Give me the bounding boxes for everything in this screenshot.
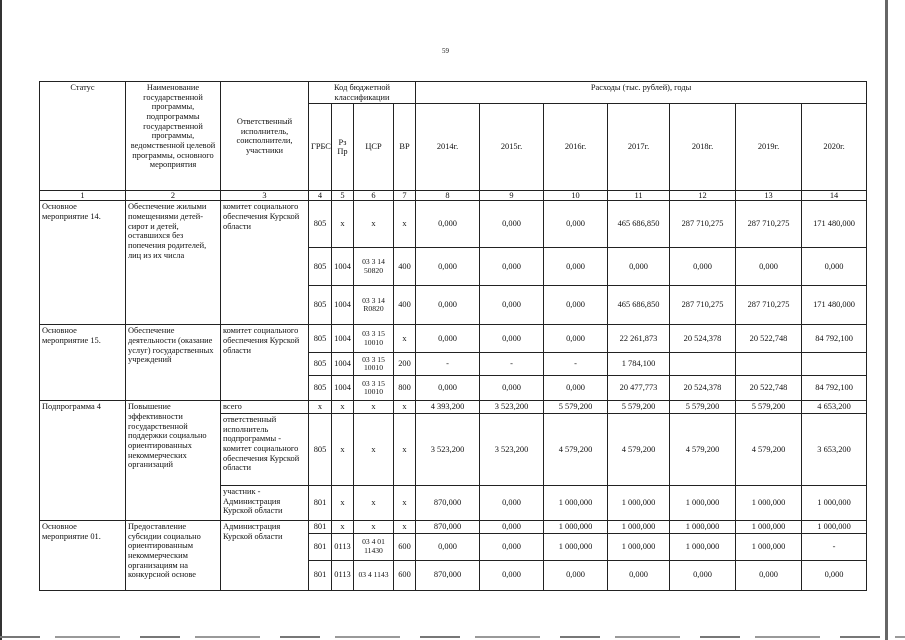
cell-rzpr: х	[332, 485, 354, 520]
cell-csr: х	[354, 401, 394, 414]
header-year: 2017г.	[608, 104, 670, 191]
cell-grbs: 805	[309, 353, 332, 376]
column-number: 5	[332, 191, 354, 201]
row-name: Предоставление субсидии социально ориентированным некоммерческим организациям на конкурсной основе	[126, 520, 221, 590]
page-number: 59	[442, 47, 449, 55]
cell-value: 20 524,378	[670, 376, 736, 401]
header-responsible: Ответственный исполнитель, соисполнители, участники	[221, 82, 309, 191]
cell-value: 0,000	[544, 376, 608, 401]
cell-csr: х	[354, 485, 394, 520]
cell-grbs: 805	[309, 201, 332, 248]
cell-value: 3 523,200	[480, 401, 544, 414]
cell-rzpr: х	[332, 520, 354, 533]
cell-csr: 03 3 14 50820	[354, 248, 394, 286]
column-number: 7	[394, 191, 416, 201]
cell-csr: х	[354, 201, 394, 248]
cell-value: 0,000	[416, 248, 480, 286]
cell-value: 1 000,000	[802, 520, 867, 533]
cell-value: 0,000	[480, 485, 544, 520]
row-responsible: участник - Администрация Курской области	[221, 485, 309, 520]
cell-value: 1 000,000	[736, 485, 802, 520]
cell-value: 0,000	[480, 533, 544, 560]
cell-value: 0,000	[670, 248, 736, 286]
cell-value: 84 792,100	[802, 325, 867, 353]
cell-csr: 03 3 15 10010	[354, 376, 394, 401]
cell-rzpr: х	[332, 413, 354, 485]
cell-value: 0,000	[416, 201, 480, 248]
cell-value: 0,000	[608, 248, 670, 286]
row-name: Обеспечение деятельности (оказание услуг) государственных учреждений	[126, 325, 221, 401]
header-year: 2015г.	[480, 104, 544, 191]
cell-csr: 03 3 14 R0820	[354, 286, 394, 325]
row-responsible: комитет социального обеспечения Курской области	[221, 325, 309, 401]
scan-bottom-artifact	[0, 636, 905, 638]
cell-value	[670, 353, 736, 376]
cell-grbs: 805	[309, 248, 332, 286]
cell-value: 171 480,000	[802, 201, 867, 248]
row-name: Обеспечение жилыми помещениями детей-сирот и детей, оставшихся без попечения родителей, лиц из их числа	[126, 201, 221, 325]
cell-value: 0,000	[416, 325, 480, 353]
cell-value: 870,000	[416, 520, 480, 533]
row-name: Повышение эффективности государственной поддержки социально ориентированных некоммерческих организаций	[126, 401, 221, 521]
cell-value: 4 579,200	[544, 413, 608, 485]
cell-value: 0,000	[802, 560, 867, 590]
header-name: Наименование государственной программы, подпрограммы государственной программы, ведомственной целевой программы, основного мероприятия	[126, 82, 221, 191]
cell-value: 4 579,200	[670, 413, 736, 485]
cell-value: 1 000,000	[736, 533, 802, 560]
row-responsible: всего	[221, 401, 309, 414]
cell-rzpr: 1004	[332, 325, 354, 353]
header-year: 2018г.	[670, 104, 736, 191]
cell-value: -	[480, 353, 544, 376]
column-number: 12	[670, 191, 736, 201]
column-number: 9	[480, 191, 544, 201]
cell-value	[802, 353, 867, 376]
table-row	[40, 520, 867, 533]
cell-value: 5 579,200	[736, 401, 802, 414]
cell-value: 5 579,200	[670, 401, 736, 414]
row-responsible: Администрация Курской области	[221, 520, 309, 590]
column-number: 6	[354, 191, 394, 201]
header-grbs: ГРБС	[309, 104, 332, 191]
column-number: 2	[126, 191, 221, 201]
header-year: 2019г.	[736, 104, 802, 191]
cell-value: 3 523,200	[480, 413, 544, 485]
cell-value: 84 792,100	[802, 376, 867, 401]
table-row	[40, 401, 867, 414]
cell-value: 0,000	[416, 376, 480, 401]
cell-value: 3 523,200	[416, 413, 480, 485]
cell-vr: х	[394, 413, 416, 485]
cell-grbs: 801	[309, 533, 332, 560]
cell-value: 1 000,000	[670, 485, 736, 520]
column-number-row	[40, 191, 867, 201]
cell-value: 287 710,275	[670, 286, 736, 325]
cell-value: 4 579,200	[736, 413, 802, 485]
cell-value: 20 522,748	[736, 376, 802, 401]
cell-value: 287 710,275	[736, 286, 802, 325]
cell-value: 1 000,000	[608, 520, 670, 533]
cell-value: 0,000	[544, 325, 608, 353]
header-year: 2016г.	[544, 104, 608, 191]
cell-value: 4 653,200	[802, 401, 867, 414]
cell-csr: 03 3 15 10010	[354, 353, 394, 376]
cell-value: 0,000	[416, 286, 480, 325]
header-year: 2020г.	[802, 104, 867, 191]
cell-rzpr: х	[332, 201, 354, 248]
cell-vr: 200	[394, 353, 416, 376]
cell-value: 1 000,000	[544, 485, 608, 520]
cell-value: 1 000,000	[670, 533, 736, 560]
cell-grbs: 805	[309, 413, 332, 485]
cell-value: 0,000	[670, 560, 736, 590]
cell-value: -	[416, 353, 480, 376]
header-status: Статус	[40, 82, 126, 191]
header-expenses-group: Расходы (тыс. рублей), годы	[416, 82, 867, 104]
cell-value: -	[802, 533, 867, 560]
row-responsible: ответственный исполнитель подпрограммы - комитет социального обеспечения Курской области	[221, 413, 309, 485]
cell-vr: 600	[394, 533, 416, 560]
cell-value: 1 000,000	[544, 520, 608, 533]
cell-value: 5 579,200	[608, 401, 670, 414]
cell-vr: х	[394, 485, 416, 520]
cell-value: 0,000	[736, 248, 802, 286]
cell-vr: х	[394, 520, 416, 533]
row-status: Основное мероприятие 15.	[40, 325, 126, 401]
cell-value: 22 261,873	[608, 325, 670, 353]
cell-csr: 03 4 01 11430	[354, 533, 394, 560]
cell-value: 20 522,748	[736, 325, 802, 353]
cell-csr: 03 3 15 10010	[354, 325, 394, 353]
cell-value: 0,000	[480, 520, 544, 533]
column-number: 13	[736, 191, 802, 201]
cell-value: 171 480,000	[802, 286, 867, 325]
row-status: Основное мероприятие 01.	[40, 520, 126, 590]
scan-left-edge	[0, 0, 2, 640]
table-row	[40, 201, 867, 248]
cell-value: 3 653,200	[802, 413, 867, 485]
cell-rzpr: 0113	[332, 533, 354, 560]
cell-grbs: х	[309, 401, 332, 414]
cell-value: 0,000	[480, 286, 544, 325]
cell-value: 0,000	[544, 560, 608, 590]
column-number: 3	[221, 191, 309, 201]
cell-vr: 400	[394, 248, 416, 286]
cell-rzpr: 0113	[332, 560, 354, 590]
cell-value: 0,000	[544, 248, 608, 286]
cell-rzpr: 1004	[332, 286, 354, 325]
cell-csr: 03 4 1143	[354, 560, 394, 590]
cell-value: 5 579,200	[544, 401, 608, 414]
cell-value: 0,000	[802, 248, 867, 286]
cell-value: 4 579,200	[608, 413, 670, 485]
cell-value: 0,000	[480, 248, 544, 286]
cell-value: 465 686,850	[608, 201, 670, 248]
column-number: 14	[802, 191, 867, 201]
cell-value: 287 710,275	[736, 201, 802, 248]
cell-vr: х	[394, 325, 416, 353]
cell-vr: 800	[394, 376, 416, 401]
header-code-group: Код бюджетной классификации	[309, 82, 416, 104]
cell-value: 1 784,100	[608, 353, 670, 376]
cell-value: 465 686,850	[608, 286, 670, 325]
cell-vr: х	[394, 401, 416, 414]
cell-csr: х	[354, 413, 394, 485]
cell-grbs: 805	[309, 286, 332, 325]
column-number: 11	[608, 191, 670, 201]
cell-value: 4 393,200	[416, 401, 480, 414]
cell-value: 0,000	[480, 560, 544, 590]
cell-value	[736, 353, 802, 376]
column-number: 8	[416, 191, 480, 201]
row-status: Подпрограмма 4	[40, 401, 126, 521]
column-number: 4	[309, 191, 332, 201]
scan-right-edge	[885, 0, 888, 640]
cell-rzpr: 1004	[332, 248, 354, 286]
cell-rzpr: 1004	[332, 376, 354, 401]
cell-grbs: 801	[309, 485, 332, 520]
cell-value: 0,000	[544, 201, 608, 248]
cell-value: 0,000	[480, 201, 544, 248]
cell-rzpr: х	[332, 401, 354, 414]
row-responsible: комитет социального обеспечения Курской области	[221, 201, 309, 325]
cell-value: 20 524,378	[670, 325, 736, 353]
cell-vr: х	[394, 201, 416, 248]
cell-value: 1 000,000	[544, 533, 608, 560]
cell-value: 0,000	[608, 560, 670, 590]
cell-csr: х	[354, 520, 394, 533]
cell-value: 0,000	[544, 286, 608, 325]
cell-grbs: 801	[309, 520, 332, 533]
cell-value: 20 477,773	[608, 376, 670, 401]
table-row	[40, 325, 867, 353]
cell-value: 1 000,000	[608, 533, 670, 560]
cell-value: 0,000	[736, 560, 802, 590]
cell-value: 870,000	[416, 485, 480, 520]
cell-grbs: 805	[309, 376, 332, 401]
cell-vr: 600	[394, 560, 416, 590]
cell-grbs: 801	[309, 560, 332, 590]
cell-value: 0,000	[416, 533, 480, 560]
cell-value: 0,000	[480, 325, 544, 353]
header-csr: ЦСР	[354, 104, 394, 191]
cell-value: 1 000,000	[736, 520, 802, 533]
cell-value: 870,000	[416, 560, 480, 590]
header-vr: ВР	[394, 104, 416, 191]
column-number: 10	[544, 191, 608, 201]
column-number: 1	[40, 191, 126, 201]
cell-value: 0,000	[480, 376, 544, 401]
cell-value: -	[544, 353, 608, 376]
cell-value: 1 000,000	[802, 485, 867, 520]
header-rzpr: Рз Пр	[332, 104, 354, 191]
cell-value: 1 000,000	[670, 520, 736, 533]
cell-grbs: 805	[309, 325, 332, 353]
budget-table	[39, 81, 867, 591]
cell-value: 287 710,275	[670, 201, 736, 248]
row-status: Основное мероприятие 14.	[40, 201, 126, 325]
header-year: 2014г.	[416, 104, 480, 191]
cell-vr: 400	[394, 286, 416, 325]
cell-rzpr: 1004	[332, 353, 354, 376]
cell-value: 1 000,000	[608, 485, 670, 520]
